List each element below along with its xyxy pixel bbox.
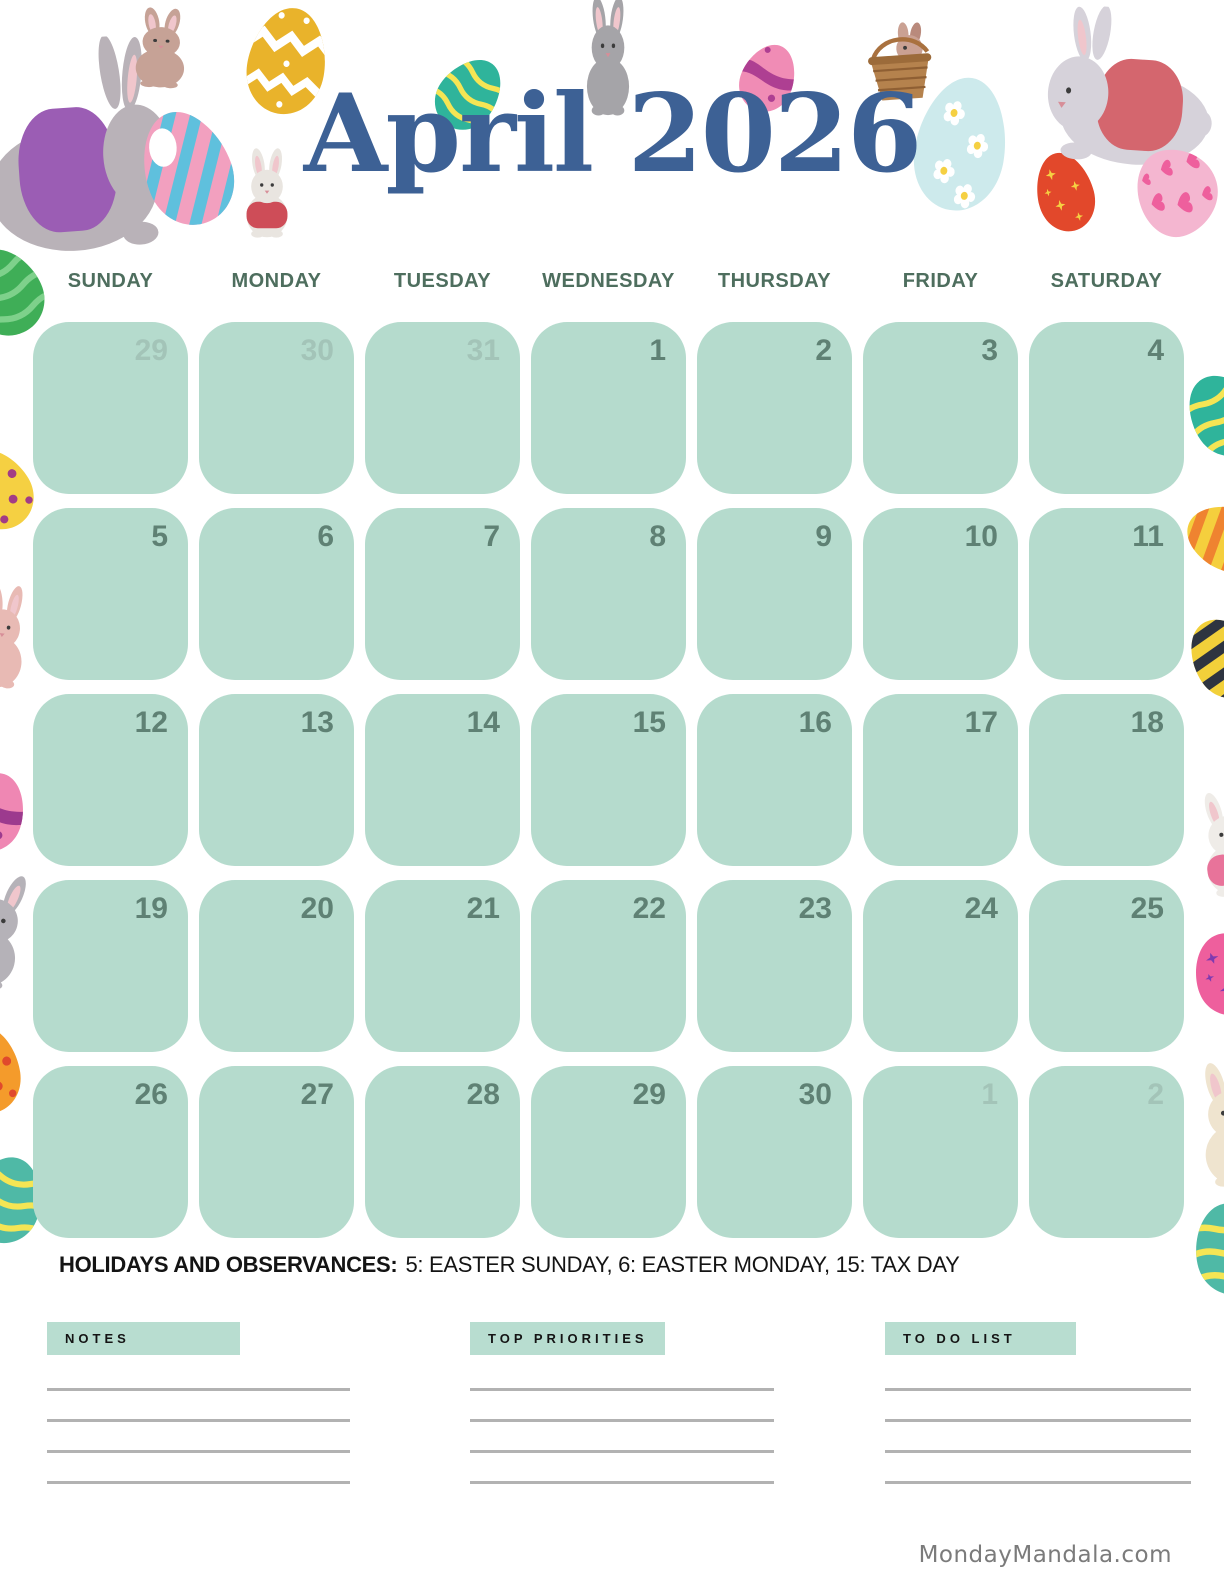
day-number: 29 [632,1078,666,1111]
writing-line [470,1419,774,1422]
section-to-do-list [885,1322,1191,1522]
day-cell-17 [863,694,1018,866]
day-number: 28 [466,1078,500,1111]
day-number: 3 [981,334,998,367]
day-number: 20 [300,892,334,925]
day-number: 15 [632,706,666,739]
day-cell-1 [531,322,686,494]
day-number: 25 [1130,892,1164,925]
site-link[interactable]: MondayMandala.com [918,1542,1172,1568]
day-number: 13 [300,706,334,739]
day-number: 30 [300,334,334,367]
day-cell-2-outside [1029,1066,1184,1238]
holidays-entries: 5: EASTER SUNDAY, 6: EASTER MONDAY, 15: TAX DAY [405,1252,960,1277]
weekday-header-sunday: SUNDAY [67,270,154,292]
day-cell-16 [697,694,852,866]
day-number: 1 [649,334,666,367]
day-cell-1-outside [863,1066,1018,1238]
holidays-line [59,1252,959,1278]
section-top-priorities [470,1322,774,1522]
day-cell-24 [863,880,1018,1052]
day-number: 21 [466,892,500,925]
day-cell-26 [33,1066,188,1238]
day-number: 2 [1147,1078,1164,1111]
writing-line [47,1419,350,1422]
day-number: 19 [134,892,168,925]
day-cell-10 [863,508,1018,680]
day-cell-6 [199,508,354,680]
day-number: 11 [1132,520,1164,553]
day-number: 5 [151,520,168,553]
day-number: 29 [134,334,168,367]
day-number: 26 [134,1078,168,1111]
day-number: 31 [466,334,500,367]
section-title-notes: NOTES [47,1322,240,1355]
day-cell-3 [863,322,1018,494]
section-title-top-priorities: TOP PRIORITIES [470,1322,665,1355]
calendar-title: April 2026 [303,71,921,197]
day-cell-2 [697,322,852,494]
writing-line [470,1450,774,1453]
weekday-header-thursday: THURSDAY [717,270,832,292]
day-cell-15 [531,694,686,866]
day-number: 7 [483,520,500,553]
day-cell-14 [365,694,520,866]
writing-line [47,1450,350,1453]
day-cell-25 [1029,880,1184,1052]
day-number: 17 [964,706,998,739]
writing-line [885,1450,1191,1453]
section-title-to-do-list: TO DO LIST [885,1322,1076,1355]
day-cell-30 [697,1066,852,1238]
day-number: 22 [632,892,666,925]
weekday-header-friday: FRIDAY [902,270,979,292]
bottom-sections [0,1322,1224,1522]
day-cell-21 [365,880,520,1052]
day-number: 27 [300,1078,334,1111]
day-number: 24 [964,892,998,925]
day-cell-12 [33,694,188,866]
day-number: 4 [1147,334,1164,367]
writing-line [470,1388,774,1391]
day-cell-9 [697,508,852,680]
section-notes [47,1322,350,1522]
day-cell-19 [33,880,188,1052]
day-cell-8 [531,508,686,680]
day-cell-29 [531,1066,686,1238]
day-number: 10 [964,520,998,553]
day-number: 6 [317,520,334,553]
day-number: 18 [1130,706,1164,739]
calendar-grid [33,322,1184,1238]
writing-line [885,1419,1191,1422]
day-number: 12 [134,706,168,739]
writing-line [470,1481,774,1484]
day-cell-11 [1029,508,1184,680]
weekday-header-wednesday: WEDNESDAY [542,270,675,292]
day-cell-23 [697,880,852,1052]
day-cell-27 [199,1066,354,1238]
day-cell-22 [531,880,686,1052]
day-cell-31-outside [365,322,520,494]
day-cell-7 [365,508,520,680]
day-number: 30 [798,1078,832,1111]
day-cell-30-outside [199,322,354,494]
day-cell-18 [1029,694,1184,866]
day-number: 16 [798,706,832,739]
day-cell-29-outside [33,322,188,494]
weekday-header-saturday: SATURDAY [1050,270,1163,292]
day-number: 8 [649,520,666,553]
writing-line [47,1388,350,1391]
day-number: 23 [798,892,832,925]
day-cell-20 [199,880,354,1052]
day-number: 14 [466,706,500,739]
day-cell-13 [199,694,354,866]
writing-line [885,1481,1191,1484]
writing-line [47,1481,350,1484]
weekday-header-monday: MONDAY [231,270,322,292]
day-cell-5 [33,508,188,680]
day-cell-4 [1029,322,1184,494]
holidays-label: HOLIDAYS AND OBSERVANCES: [59,1252,398,1277]
weekday-header-tuesday: TUESDAY [393,270,492,292]
weekday-header-row [33,270,1184,293]
day-cell-28 [365,1066,520,1238]
day-number: 1 [981,1078,998,1111]
day-number: 2 [815,334,832,367]
writing-line [885,1388,1191,1391]
day-number: 9 [815,520,832,553]
